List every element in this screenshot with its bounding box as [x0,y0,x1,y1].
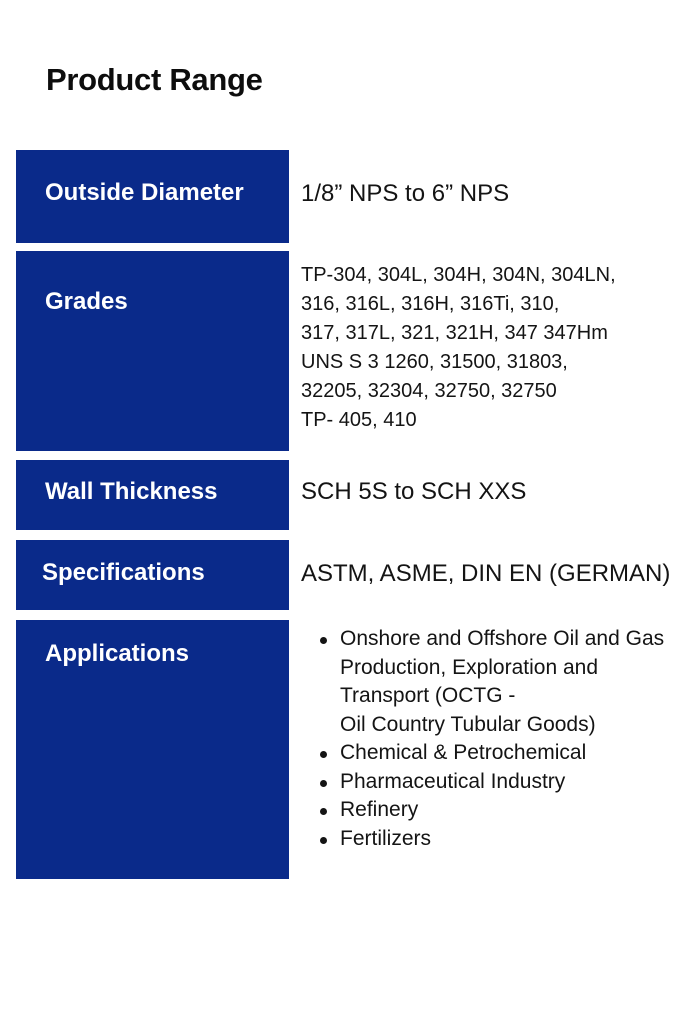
list-item [316,825,683,854]
applications-label: Applications [45,640,190,667]
grades-line: TP-304, 304L, 304H, 304N, 304LN, [301,264,616,286]
wall-thickness-value: SCH 5S to SCH XXS [301,478,527,505]
bullet-icon [320,751,327,758]
applications-list [316,625,683,853]
grades-value [301,261,681,435]
applications-label-cell [16,620,289,879]
outside-diameter-value: 1/8” NPS to 6” NPS [301,180,510,207]
list-item-text: Fertilizers [340,826,432,850]
row-grades [16,251,676,451]
row-specifications [16,540,676,610]
bullet-icon [320,780,327,787]
list-item-text: Onshore and Offshore Oil and Gas Production, Exploration and Transport (OCTG - Oil Country Tubular Goods) [340,627,665,736]
row-wall-thickness [16,460,676,530]
grades-label-cell [16,251,289,451]
grades-line: TP- 405, 410 [301,409,417,431]
row-outside-diameter [16,150,676,243]
wall-thickness-label: Wall Thickness [45,478,218,505]
wall-thickness-label-cell [16,460,289,530]
grades-line: 317, 317L, 321, 321H, 347 347Hm [301,322,608,344]
specifications-label-cell [16,540,289,610]
grades-label: Grades [45,288,128,315]
bullet-icon [320,637,327,644]
specifications-label: Specifications [42,559,205,586]
bullet-icon [320,837,327,844]
list-item-text: Refinery [340,798,419,821]
bullet-icon [320,808,327,815]
specifications-value: ASTM, ASME, DIN EN (GERMAN) [301,560,671,587]
grades-line: 32205, 32304, 32750, 32750 [301,380,557,402]
grades-line: UNS S 3 1260, 31500, 31803, [301,351,568,373]
row-applications [16,620,676,879]
list-item [316,768,683,797]
page-title: Product Range [46,62,263,97]
list-item-text: Chemical & Petrochemical [340,741,587,764]
outside-diameter-label: Outside Diameter [45,179,244,206]
list-item [316,625,683,739]
list-item-text: Pharmaceutical Industry [340,769,566,793]
list-item [316,796,683,825]
list-item [316,739,683,768]
grades-line: 316, 316L, 316H, 316Ti, 310, [301,293,560,315]
outside-diameter-label-cell [16,150,289,243]
